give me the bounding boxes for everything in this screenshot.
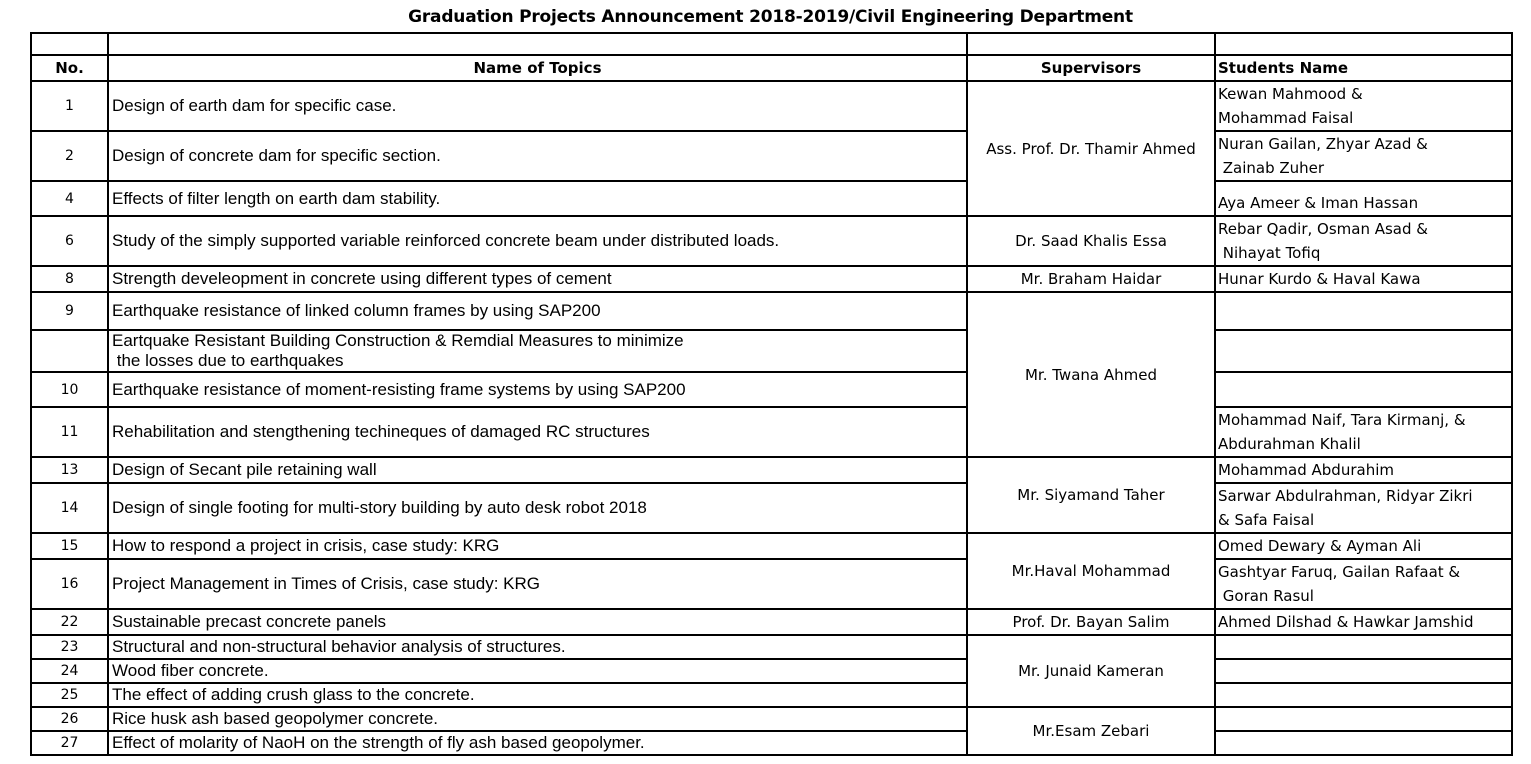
header-topic: Name of Topics bbox=[108, 55, 967, 81]
project-number: 25 bbox=[31, 683, 108, 707]
students-name bbox=[1215, 330, 1512, 372]
table-row bbox=[31, 292, 1512, 330]
blank-cell bbox=[967, 33, 1215, 55]
students-name bbox=[1215, 292, 1512, 330]
project-number bbox=[31, 330, 108, 372]
students-name: Ahmed Dilshad & Hawkar Jamshid bbox=[1215, 609, 1512, 635]
student-line: Gashtyar Faruq, Gailan Rafaat & bbox=[1218, 563, 1461, 581]
table-row bbox=[31, 330, 1512, 372]
topic-name: The effect of adding crush glass to the concrete. bbox=[108, 683, 967, 707]
topic-name: Sustainable precast concrete panels bbox=[108, 609, 967, 635]
project-number: 24 bbox=[31, 659, 108, 683]
table-row bbox=[31, 659, 1512, 683]
table-row bbox=[31, 131, 1512, 181]
students-name bbox=[1215, 81, 1512, 131]
table-row bbox=[31, 731, 1512, 755]
topic-name: Rice husk ash based geopolymer concrete. bbox=[108, 707, 967, 731]
student-line: Mohammad Naif, Tara Kirmanj, & bbox=[1218, 411, 1466, 429]
supervisor-name: Mr.Esam Zebari bbox=[967, 707, 1215, 755]
topic-name: Rehabilitation and stengthening techineques of damaged RC structures bbox=[108, 407, 967, 457]
project-number: 15 bbox=[31, 533, 108, 559]
student-line: Sarwar Abdulrahman, Ridyar Zikri bbox=[1218, 487, 1473, 505]
project-number: 6 bbox=[31, 216, 108, 266]
table-row bbox=[31, 457, 1512, 483]
student-line: Nuran Gailan, Zhyar Azad & bbox=[1218, 135, 1428, 153]
students-name: Mohammad Abdurahim bbox=[1215, 457, 1512, 483]
student-line: Abdurahman Khalil bbox=[1218, 435, 1361, 453]
table-row bbox=[31, 559, 1512, 609]
topic-name: Project Management in Times of Crisis, case study: KRG bbox=[108, 559, 967, 609]
project-number: 4 bbox=[31, 181, 108, 216]
supervisor-name: Mr.Haval Mohammad bbox=[967, 533, 1215, 609]
topic-name bbox=[108, 330, 967, 372]
table-row bbox=[31, 707, 1512, 731]
project-number: 9 bbox=[31, 292, 108, 330]
supervisor-name: Dr. Saad Khalis Essa bbox=[967, 216, 1215, 266]
students-name bbox=[1215, 407, 1512, 457]
header-no: No. bbox=[31, 55, 108, 81]
students-name bbox=[1215, 483, 1512, 533]
projects-table-body bbox=[31, 33, 1512, 755]
table-row bbox=[31, 216, 1512, 266]
table-row bbox=[31, 609, 1512, 635]
blank-cell bbox=[108, 33, 967, 55]
table-row bbox=[31, 407, 1512, 457]
students-name: Aya Ameer & Iman Hassan bbox=[1215, 181, 1512, 216]
page-title: Graduation Projects Announcement 2018-2019/Civil Engineering Department bbox=[408, 7, 1133, 27]
topic-name: Design of earth dam for specific case. bbox=[108, 81, 967, 131]
project-number: 23 bbox=[31, 635, 108, 659]
students-name bbox=[1215, 731, 1512, 755]
supervisor-name: Mr. Siyamand Taher bbox=[967, 457, 1215, 533]
students-name bbox=[1215, 559, 1512, 609]
topic-name: Effect of molarity of NaoH on the strength of fly ash based geopolymer. bbox=[108, 731, 967, 755]
topic-name: Structural and non-structural behavior analysis of structures. bbox=[108, 635, 967, 659]
project-number: 11 bbox=[31, 407, 108, 457]
header-row bbox=[31, 55, 1512, 81]
supervisor-name: Mr. Braham Haidar bbox=[967, 266, 1215, 292]
students-name bbox=[1215, 683, 1512, 707]
student-line: & Safa Faisal bbox=[1218, 511, 1315, 529]
project-number: 14 bbox=[31, 483, 108, 533]
supervisor-name: Mr. Junaid Kameran bbox=[967, 635, 1215, 707]
table-row bbox=[31, 533, 1512, 559]
student-line: Nihayat Tofiq bbox=[1218, 244, 1321, 262]
topic-name: Wood fiber concrete. bbox=[108, 659, 967, 683]
blank-row bbox=[31, 33, 1512, 55]
students-name bbox=[1215, 216, 1512, 266]
project-number: 22 bbox=[31, 609, 108, 635]
table-row bbox=[31, 635, 1512, 659]
project-number: 27 bbox=[31, 731, 108, 755]
table-row bbox=[31, 266, 1512, 292]
students-name bbox=[1215, 635, 1512, 659]
topic-name: Strength develeopment in concrete using different types of cement bbox=[108, 266, 967, 292]
students-name bbox=[1215, 372, 1512, 407]
table-row bbox=[31, 483, 1512, 533]
supervisor-name: Ass. Prof. Dr. Thamir Ahmed bbox=[967, 81, 1215, 216]
project-number: 10 bbox=[31, 372, 108, 407]
project-number: 26 bbox=[31, 707, 108, 731]
topic-name: Design of single footing for multi-story building by auto desk robot 2018 bbox=[108, 483, 967, 533]
topic-name: Earthquake resistance of moment-resisting frame systems by using SAP200 bbox=[108, 372, 967, 407]
topic-line: the losses due to earthquakes bbox=[112, 351, 344, 370]
students-name bbox=[1215, 131, 1512, 181]
supervisor-name: Prof. Dr. Bayan Salim bbox=[967, 609, 1215, 635]
student-line: Kewan Mahmood & bbox=[1218, 85, 1363, 103]
header-supervisors: Supervisors bbox=[967, 55, 1215, 81]
table-row bbox=[31, 181, 1512, 216]
student-line: Goran Rasul bbox=[1218, 587, 1314, 605]
student-line: Mohammad Faisal bbox=[1218, 109, 1354, 127]
project-number: 8 bbox=[31, 266, 108, 292]
table-row bbox=[31, 81, 1512, 131]
project-number: 1 bbox=[31, 81, 108, 131]
projects-table bbox=[30, 32, 1513, 756]
topic-name: How to respond a project in crisis, case study: KRG bbox=[108, 533, 967, 559]
students-name: Hunar Kurdo & Haval Kawa bbox=[1215, 266, 1512, 292]
topic-name: Earthquake resistance of linked column frames by using SAP200 bbox=[108, 292, 967, 330]
blank-cell bbox=[1215, 33, 1512, 55]
topic-name: Effects of filter length on earth dam stability. bbox=[108, 181, 967, 216]
student-line: Zainab Zuher bbox=[1218, 159, 1325, 177]
students-name: Omed Dewary & Ayman Ali bbox=[1215, 533, 1512, 559]
table-row bbox=[31, 372, 1512, 407]
topic-name: Study of the simply supported variable reinforced concrete beam under distributed loads. bbox=[108, 216, 967, 266]
topic-name: Design of concrete dam for specific section. bbox=[108, 131, 967, 181]
topic-line: Eartquake Resistant Building Construction & Remdial Measures to minimize bbox=[112, 331, 684, 350]
students-name bbox=[1215, 659, 1512, 683]
project-number: 16 bbox=[31, 559, 108, 609]
topic-name: Design of Secant pile retaining wall bbox=[108, 457, 967, 483]
blank-cell bbox=[31, 33, 108, 55]
student-line: Rebar Qadir, Osman Asad & bbox=[1218, 220, 1428, 238]
table-row bbox=[31, 683, 1512, 707]
supervisor-name: Mr. Twana Ahmed bbox=[967, 292, 1215, 457]
project-number: 2 bbox=[31, 131, 108, 181]
students-name bbox=[1215, 707, 1512, 731]
header-students: Students Name bbox=[1215, 55, 1512, 81]
project-number: 13 bbox=[31, 457, 108, 483]
